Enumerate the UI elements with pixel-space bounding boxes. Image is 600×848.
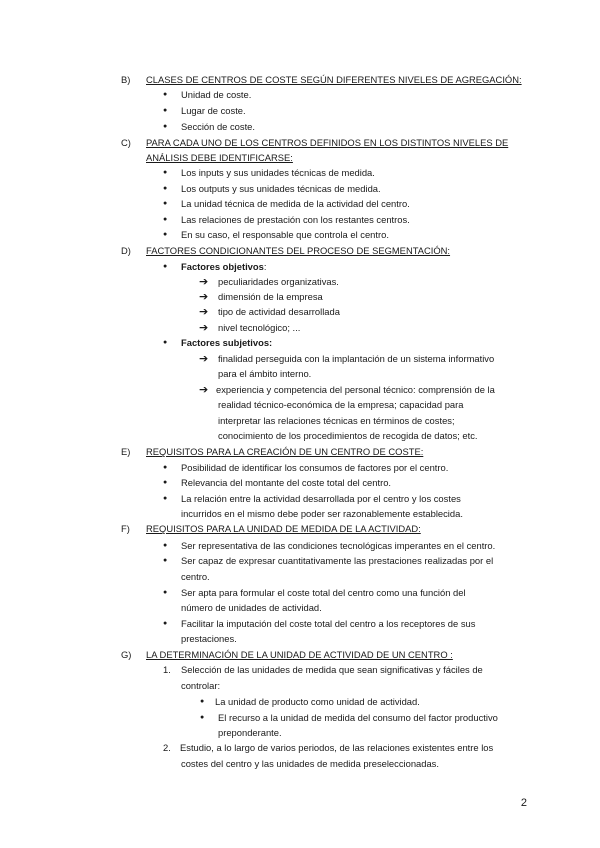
bullet-icon: ●: [163, 542, 168, 549]
bullet-icon: ●: [163, 589, 168, 596]
bullet-icon: ●: [163, 557, 168, 564]
section-title: LA DETERMINACIÓN DE LA UNIDAD DE ACTIVIDAD DE UN CENTRO :: [146, 649, 453, 660]
bullet-icon: ●: [163, 263, 168, 270]
bullet-icon: ●: [163, 107, 168, 114]
list-item: Selección de las unidades de medida que sean significativas y fáciles de: [181, 664, 483, 675]
subheading-objective: Factores objetivos:: [181, 261, 267, 272]
section-title-cont: ANÁLISIS DEBE IDENTIFICARSE:: [146, 152, 293, 163]
list-item: Las relaciones de prestación con los restantes centros.: [181, 214, 410, 225]
section-letter: G): [121, 649, 132, 660]
list-item: Estudio, a lo largo de varios periodos, de las relaciones existentes entre los: [180, 742, 494, 753]
section-title: CLASES DE CENTROS DE COSTE SEGÚN DIFERENTES NIVELES DE AGREGACIÓN:: [146, 74, 522, 85]
list-item: Lugar de coste.: [181, 105, 246, 116]
arrow-right-icon: ➔: [199, 384, 209, 396]
list-item: tipo de actividad desarrollada: [218, 306, 340, 317]
list-item: Los outputs y sus unidades técnicas de medida.: [181, 183, 381, 194]
bullet-icon: ●: [163, 169, 168, 176]
list-item-cont: realidad técnico-económica de la empresa; capacidad para: [218, 399, 464, 410]
list-item: Relevancia del montante del coste total del centro.: [181, 477, 392, 488]
bullet-icon: ●: [163, 479, 168, 486]
section-title: FACTORES CONDICIONANTES DEL PROCESO DE SEGMENTACIÓN:: [146, 245, 451, 256]
arrow-right-icon: ➔: [199, 322, 209, 334]
list-number: 1.: [163, 664, 171, 675]
bullet-icon: ●: [163, 216, 168, 223]
list-item: Posibilidad de identificar los consumos de factores por el centro.: [181, 462, 449, 473]
section-title: PARA CADA UNO DE LOS CENTROS DEFINIDOS EN LOS DISTINTOS NIVELES DE: [146, 137, 509, 148]
bullet-icon: ●: [163, 231, 168, 238]
list-item: Ser capaz de expresar cuantitativamente las prestaciones realizadas por el: [181, 555, 494, 566]
list-item-cont: controlar:: [181, 680, 221, 691]
list-item-cont: para el ámbito interno.: [218, 368, 312, 379]
list-item-cont: conocimiento de los procedimientos de recogida de datos; etc.: [218, 430, 478, 441]
list-item-cont: prestaciones.: [181, 633, 237, 644]
list-item-cont: incurridos en el mismo debe poder ser razonablemente establecida.: [181, 508, 463, 519]
list-item: Ser apta para formular el coste total del centro como una función del: [181, 587, 466, 598]
list-item: La unidad técnica de medida de la actividad del centro.: [181, 198, 410, 209]
bullet-icon: ●: [200, 698, 205, 705]
bullet-icon: ●: [163, 464, 168, 471]
list-number: 2.: [163, 742, 171, 753]
list-item-cont: centro.: [181, 571, 210, 582]
list-item: Facilitar la imputación del coste total del centro a los receptores de sus: [181, 618, 476, 629]
list-item: Los inputs y sus unidades técnicas de medida.: [181, 167, 375, 178]
bullet-icon: ●: [163, 495, 168, 502]
section-letter: F): [121, 523, 130, 534]
bullet-icon: ●: [163, 123, 168, 130]
section-letter: D): [121, 245, 131, 256]
arrow-right-icon: ➔: [199, 276, 209, 288]
list-item: Ser representativa de las condiciones tecnológicas imperantes en el centro.: [181, 540, 496, 551]
list-item: dimensión de la empresa: [218, 291, 323, 302]
sub-list-item: La unidad de producto como unidad de actividad.: [215, 696, 420, 707]
list-item: experiencia y competencia del personal técnico: comprensión de la: [216, 384, 495, 395]
bullet-icon: ●: [163, 620, 168, 627]
page-number: 2: [520, 797, 527, 809]
list-item: La relación entre la actividad desarrollada por el centro y los costes: [181, 493, 461, 504]
list-item-cont: costes del centro y las unidades de medida preseleccionadas.: [181, 758, 439, 769]
section-title: REQUISITOS PARA LA UNIDAD DE MEDIDA DE LA ACTIVIDAD:: [146, 523, 421, 534]
section-letter: C): [121, 137, 131, 148]
bullet-icon: ●: [200, 714, 205, 721]
sub-list-item-cont: preponderante.: [218, 727, 282, 738]
bullet-icon: ●: [163, 200, 168, 207]
bullet-icon: ●: [163, 339, 168, 346]
section-letter: B): [121, 74, 131, 85]
section-letter: E): [121, 446, 131, 457]
list-item-cont: número de unidades de actividad.: [181, 602, 322, 613]
bullet-icon: ●: [163, 91, 168, 98]
list-item: Sección de coste.: [181, 121, 256, 132]
list-item: En su caso, el responsable que controla el centro.: [181, 229, 389, 240]
list-item: nivel tecnológico; ...: [218, 322, 301, 333]
section-title: REQUISITOS PARA LA CREACIÓN DE UN CENTRO DE COSTE:: [146, 446, 424, 457]
arrow-right-icon: ➔: [199, 306, 209, 318]
list-item-cont: interpretar las relaciones técnicas en términos de costes;: [218, 415, 455, 426]
subheading-subjective: Factores subjetivos:: [181, 337, 273, 348]
arrow-right-icon: ➔: [199, 353, 209, 365]
list-item: Unidad de coste.: [181, 89, 252, 100]
sub-list-item: El recurso a la unidad de medida del consumo del factor productivo: [218, 712, 498, 723]
list-item: finalidad perseguida con la implantación de un sistema informativo: [218, 353, 495, 364]
bullet-icon: ●: [163, 185, 168, 192]
list-item: peculiaridades organizativas.: [218, 276, 339, 287]
arrow-right-icon: ➔: [199, 291, 209, 303]
